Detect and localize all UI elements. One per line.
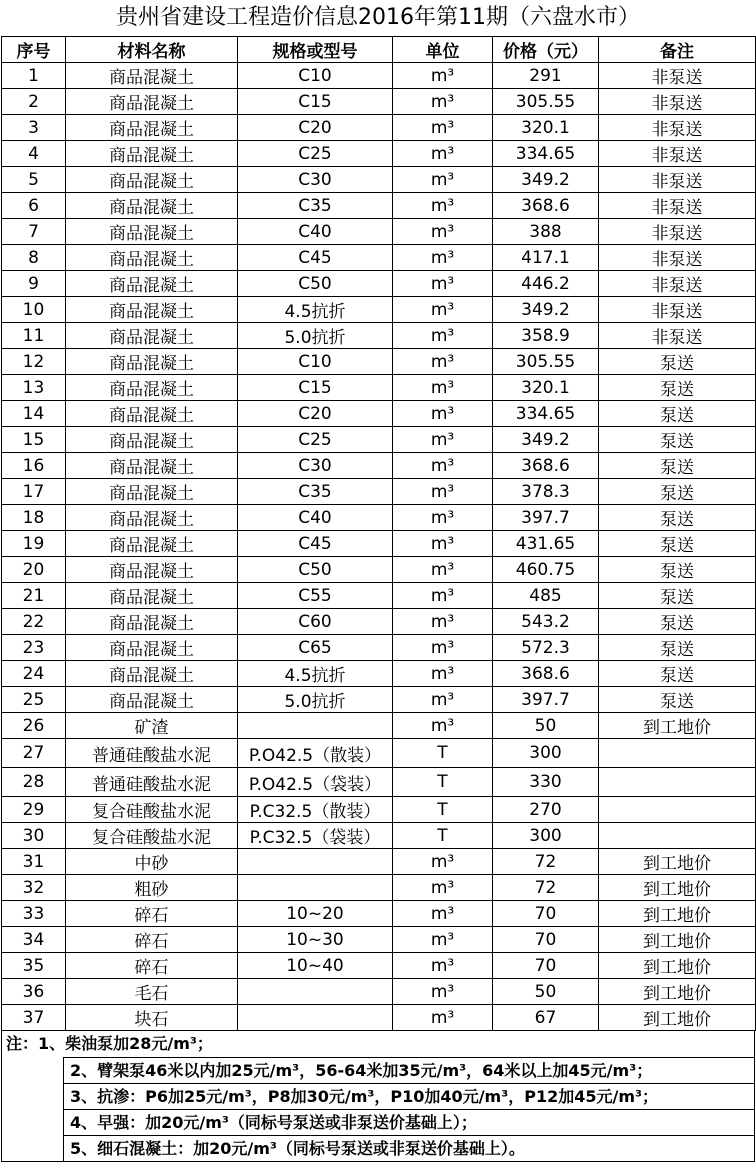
cell-index: 16 (2, 453, 66, 479)
cell-spec: C35 (238, 193, 393, 219)
cell-material: 商品混凝土 (66, 141, 238, 167)
table-row (2, 1005, 756, 1031)
cell-material: 商品混凝土 (66, 505, 238, 531)
table-row (2, 167, 756, 193)
cell-price: 300 (493, 823, 599, 849)
cell-spec (238, 875, 393, 901)
table-row (2, 713, 756, 739)
cell-remark: 非泵送 (599, 271, 756, 297)
cell-remark: 到工地价 (599, 1005, 756, 1031)
table-row (2, 193, 756, 219)
cell-remark: 泵送 (599, 583, 756, 609)
cell-unit: m³ (393, 479, 493, 505)
cell-index: 2 (2, 89, 66, 115)
cell-unit: m³ (393, 245, 493, 271)
cell-spec: 5.0抗折 (238, 323, 393, 349)
cell-material: 商品混凝土 (66, 531, 238, 557)
cell-index: 28 (2, 768, 66, 797)
cell-material: 商品混凝土 (66, 427, 238, 453)
cell-unit: m³ (393, 635, 493, 661)
table-row (2, 531, 756, 557)
table-row (2, 557, 756, 583)
cell-unit: m³ (393, 349, 493, 375)
cell-remark: 泵送 (599, 349, 756, 375)
cell-material: 毛石 (66, 979, 238, 1005)
table-row (2, 768, 756, 797)
cell-unit: m³ (393, 875, 493, 901)
table-row (2, 583, 756, 609)
cell-price: 330 (493, 768, 599, 797)
cell-index: 23 (2, 635, 66, 661)
cell-index: 5 (2, 167, 66, 193)
cell-spec: C40 (238, 505, 393, 531)
table-row (2, 635, 756, 661)
cell-price: 460.75 (493, 557, 599, 583)
cell-material: 商品混凝土 (66, 245, 238, 271)
cell-remark (599, 739, 756, 768)
table-row (2, 505, 756, 531)
cell-price: 300 (493, 739, 599, 768)
cell-unit: m³ (393, 661, 493, 687)
cell-price: 70 (493, 927, 599, 953)
cell-price: 72 (493, 849, 599, 875)
cell-index: 8 (2, 245, 66, 271)
table-row (2, 823, 756, 849)
cell-spec: C20 (238, 401, 393, 427)
cell-remark: 泵送 (599, 401, 756, 427)
cell-unit: m³ (393, 687, 493, 713)
cell-unit: m³ (393, 375, 493, 401)
cell-material: 商品混凝土 (66, 687, 238, 713)
cell-unit: m³ (393, 557, 493, 583)
cell-remark: 到工地价 (599, 875, 756, 901)
cell-spec: P.C32.5（袋装） (238, 823, 393, 849)
table-row (2, 609, 756, 635)
cell-remark: 非泵送 (599, 89, 756, 115)
cell-index: 1 (2, 63, 66, 89)
cell-price: 349.2 (493, 427, 599, 453)
cell-remark (599, 768, 756, 797)
cell-index: 4 (2, 141, 66, 167)
cell-unit: m³ (393, 427, 493, 453)
cell-unit: m³ (393, 953, 493, 979)
cell-unit: m³ (393, 297, 493, 323)
cell-unit: m³ (393, 713, 493, 739)
cell-price: 70 (493, 901, 599, 927)
cell-unit: m³ (393, 323, 493, 349)
price-table (1, 36, 756, 1031)
cell-spec (238, 849, 393, 875)
cell-index: 3 (2, 115, 66, 141)
cell-price: 291 (493, 63, 599, 89)
table-row (2, 953, 756, 979)
cell-material: 碎石 (66, 927, 238, 953)
cell-index: 13 (2, 375, 66, 401)
cell-index: 24 (2, 661, 66, 687)
cell-remark: 非泵送 (599, 193, 756, 219)
cell-spec: C65 (238, 635, 393, 661)
cell-index: 10 (2, 297, 66, 323)
cell-remark: 非泵送 (599, 115, 756, 141)
cell-index: 27 (2, 739, 66, 768)
cell-material: 商品混凝土 (66, 167, 238, 193)
cell-unit: m³ (393, 901, 493, 927)
cell-price: 320.1 (493, 115, 599, 141)
cell-index: 7 (2, 219, 66, 245)
cell-spec: 5.0抗折 (238, 687, 393, 713)
note-line: 4、早强：加20元/m³（同标号泵送或非泵送价基础上）； (64, 1110, 754, 1136)
cell-remark: 泵送 (599, 375, 756, 401)
cell-price: 305.55 (493, 349, 599, 375)
cell-price: 334.65 (493, 141, 599, 167)
cell-material: 商品混凝土 (66, 193, 238, 219)
header-spec: 规格或型号 (238, 37, 393, 63)
cell-spec: C15 (238, 89, 393, 115)
table-row (2, 297, 756, 323)
cell-remark: 非泵送 (599, 141, 756, 167)
cell-unit: m³ (393, 271, 493, 297)
cell-material: 商品混凝土 (66, 271, 238, 297)
cell-price: 368.6 (493, 661, 599, 687)
cell-unit: T (393, 739, 493, 768)
cell-index: 11 (2, 323, 66, 349)
cell-spec: C30 (238, 167, 393, 193)
table-row (2, 323, 756, 349)
cell-price: 72 (493, 875, 599, 901)
cell-spec: C35 (238, 479, 393, 505)
header-index: 序号 (2, 37, 66, 63)
table-row (2, 63, 756, 89)
table-row (2, 427, 756, 453)
cell-index: 22 (2, 609, 66, 635)
cell-remark: 到工地价 (599, 713, 756, 739)
cell-unit: m³ (393, 1005, 493, 1031)
cell-price: 305.55 (493, 89, 599, 115)
cell-spec: 10~30 (238, 927, 393, 953)
cell-material: 商品混凝土 (66, 583, 238, 609)
note-line: 5、细石混凝土：加20元/m³（同标号泵送或非泵送价基础上）。 (70, 1139, 525, 1158)
table-row (2, 115, 756, 141)
cell-unit: m³ (393, 505, 493, 531)
cell-price: 320.1 (493, 375, 599, 401)
cell-price: 388 (493, 219, 599, 245)
cell-material: 中砂 (66, 849, 238, 875)
cell-spec: C45 (238, 531, 393, 557)
cell-spec: 4.5抗折 (238, 297, 393, 323)
cell-material: 商品混凝土 (66, 219, 238, 245)
cell-price: 417.1 (493, 245, 599, 271)
cell-unit: m³ (393, 167, 493, 193)
cell-remark: 泵送 (599, 427, 756, 453)
cell-index: 20 (2, 557, 66, 583)
cell-price: 378.3 (493, 479, 599, 505)
cell-spec (238, 713, 393, 739)
table-row (2, 245, 756, 271)
cell-spec: P.O42.5（袋装） (238, 768, 393, 797)
cell-unit: m³ (393, 927, 493, 953)
cell-material: 商品混凝土 (66, 63, 238, 89)
cell-material: 商品混凝土 (66, 115, 238, 141)
cell-spec: P.C32.5（散装） (238, 797, 393, 823)
cell-spec (238, 979, 393, 1005)
cell-index: 17 (2, 479, 66, 505)
cell-price: 431.65 (493, 531, 599, 557)
table-row (2, 453, 756, 479)
cell-price: 334.65 (493, 401, 599, 427)
cell-material: 商品混凝土 (66, 375, 238, 401)
cell-spec (238, 1005, 393, 1031)
cell-spec: 4.5抗折 (238, 661, 393, 687)
cell-material: 商品混凝土 (66, 349, 238, 375)
table-row (2, 219, 756, 245)
cell-material: 块石 (66, 1005, 238, 1031)
cell-unit: m³ (393, 979, 493, 1005)
header-material: 材料名称 (66, 37, 238, 63)
cell-unit: m³ (393, 219, 493, 245)
cell-remark: 到工地价 (599, 901, 756, 927)
cell-spec: C55 (238, 583, 393, 609)
cell-remark: 到工地价 (599, 953, 756, 979)
cell-index: 12 (2, 349, 66, 375)
cell-index: 21 (2, 583, 66, 609)
cell-price: 397.7 (493, 505, 599, 531)
cell-remark: 泵送 (599, 661, 756, 687)
cell-price: 67 (493, 1005, 599, 1031)
cell-remark (599, 797, 756, 823)
cell-spec: C40 (238, 219, 393, 245)
cell-material: 商品混凝土 (66, 635, 238, 661)
note-line: 3、抗渗：P6加25元/m³，P8加30元/m³，P10加40元/m³，P12加45元/m³； (64, 1084, 754, 1110)
note-line: 2、臂架泵46米以内加25元/m³，56-64米加35元/m³，64米以上加45元/m³； (64, 1058, 754, 1084)
cell-spec: C60 (238, 609, 393, 635)
cell-index: 9 (2, 271, 66, 297)
cell-spec: C20 (238, 115, 393, 141)
cell-unit: T (393, 768, 493, 797)
cell-material: 普通硅酸盐水泥 (66, 768, 238, 797)
table-row (2, 375, 756, 401)
cell-material: 碎石 (66, 953, 238, 979)
cell-index: 19 (2, 531, 66, 557)
cell-index: 36 (2, 979, 66, 1005)
cell-material: 碎石 (66, 901, 238, 927)
cell-remark: 到工地价 (599, 979, 756, 1005)
cell-remark: 非泵送 (599, 219, 756, 245)
table-row (2, 875, 756, 901)
cell-unit: m³ (393, 583, 493, 609)
cell-material: 粗砂 (66, 875, 238, 901)
cell-price: 572.3 (493, 635, 599, 661)
sheet-title: 贵州省建设工程造价信息2016年第11期（六盘水市） (116, 5, 640, 30)
cell-index: 6 (2, 193, 66, 219)
cell-spec: P.O42.5（散装） (238, 739, 393, 768)
cell-material: 复合硅酸盐水泥 (66, 823, 238, 849)
cell-unit: m³ (393, 89, 493, 115)
notes-section (1, 1031, 755, 1162)
cell-material: 矿渣 (66, 713, 238, 739)
cell-price: 368.6 (493, 193, 599, 219)
cell-remark: 非泵送 (599, 63, 756, 89)
table-row (2, 797, 756, 823)
cell-index: 29 (2, 797, 66, 823)
cell-price: 446.2 (493, 271, 599, 297)
cell-unit: m³ (393, 115, 493, 141)
cell-material: 商品混凝土 (66, 401, 238, 427)
cell-remark: 泵送 (599, 609, 756, 635)
cell-material: 商品混凝土 (66, 297, 238, 323)
cell-remark: 非泵送 (599, 323, 756, 349)
cell-index: 26 (2, 713, 66, 739)
cell-price: 543.2 (493, 609, 599, 635)
cell-index: 31 (2, 849, 66, 875)
notes-box (63, 1057, 754, 1161)
cell-price: 485 (493, 583, 599, 609)
cell-unit: T (393, 797, 493, 823)
cell-remark: 非泵送 (599, 245, 756, 271)
cell-price: 270 (493, 797, 599, 823)
cell-index: 35 (2, 953, 66, 979)
cell-index: 30 (2, 823, 66, 849)
cell-index: 33 (2, 901, 66, 927)
cell-material: 商品混凝土 (66, 557, 238, 583)
cell-remark: 泵送 (599, 687, 756, 713)
header-price: 价格（元） (493, 37, 599, 63)
cell-remark: 到工地价 (599, 849, 756, 875)
cell-material: 普通硅酸盐水泥 (66, 739, 238, 768)
cell-material: 商品混凝土 (66, 609, 238, 635)
cell-price: 50 (493, 713, 599, 739)
cell-spec: C10 (238, 349, 393, 375)
cell-index: 32 (2, 875, 66, 901)
table-row (2, 739, 756, 768)
table-body (2, 63, 756, 1031)
cell-spec: C25 (238, 141, 393, 167)
header-remark: 备注 (599, 37, 756, 63)
cell-material: 复合硅酸盐水泥 (66, 797, 238, 823)
cell-price: 368.6 (493, 453, 599, 479)
table-row (2, 849, 756, 875)
cell-unit: m³ (393, 453, 493, 479)
cell-remark: 非泵送 (599, 297, 756, 323)
cell-index: 25 (2, 687, 66, 713)
cell-unit: m³ (393, 63, 493, 89)
header-row (2, 37, 756, 63)
cell-price: 358.9 (493, 323, 599, 349)
cell-spec: C50 (238, 557, 393, 583)
cell-spec: C45 (238, 245, 393, 271)
cell-price: 349.2 (493, 297, 599, 323)
table-row (2, 901, 756, 927)
cell-remark: 泵送 (599, 479, 756, 505)
cell-index: 34 (2, 927, 66, 953)
cell-unit: m³ (393, 531, 493, 557)
header-unit: 单位 (393, 37, 493, 63)
cell-unit: m³ (393, 849, 493, 875)
table-row (2, 927, 756, 953)
cell-unit: m³ (393, 193, 493, 219)
cell-material: 商品混凝土 (66, 453, 238, 479)
cell-index: 14 (2, 401, 66, 427)
cell-unit: m³ (393, 401, 493, 427)
table-row (2, 141, 756, 167)
table-row (2, 661, 756, 687)
cell-spec: C25 (238, 427, 393, 453)
table-row (2, 479, 756, 505)
cell-spec: C50 (238, 271, 393, 297)
table-row (2, 687, 756, 713)
table-row (2, 89, 756, 115)
cell-material: 商品混凝土 (66, 89, 238, 115)
cell-unit: m³ (393, 609, 493, 635)
cell-price: 70 (493, 953, 599, 979)
cell-material: 商品混凝土 (66, 479, 238, 505)
cell-remark: 到工地价 (599, 927, 756, 953)
cell-price: 397.7 (493, 687, 599, 713)
cell-remark: 泵送 (599, 453, 756, 479)
table-row (2, 271, 756, 297)
cell-remark: 泵送 (599, 505, 756, 531)
cell-unit: m³ (393, 141, 493, 167)
cell-spec: C10 (238, 63, 393, 89)
table-row (2, 349, 756, 375)
cell-index: 18 (2, 505, 66, 531)
note-first: 注：1、柴油泵加28元/m³； (6, 1034, 213, 1053)
cell-remark: 泵送 (599, 531, 756, 557)
cell-index: 37 (2, 1005, 66, 1031)
cell-spec: 10~40 (238, 953, 393, 979)
cell-spec: C30 (238, 453, 393, 479)
cell-spec: 10~20 (238, 901, 393, 927)
cell-material: 商品混凝土 (66, 323, 238, 349)
cell-unit: T (393, 823, 493, 849)
cell-remark: 泵送 (599, 635, 756, 661)
cell-spec: C15 (238, 375, 393, 401)
cell-remark: 泵送 (599, 557, 756, 583)
cell-material: 商品混凝土 (66, 661, 238, 687)
table-row (2, 979, 756, 1005)
table-row (2, 401, 756, 427)
cell-price: 349.2 (493, 167, 599, 193)
cell-index: 15 (2, 427, 66, 453)
cell-price: 50 (493, 979, 599, 1005)
cell-remark: 非泵送 (599, 167, 756, 193)
cell-remark (599, 823, 756, 849)
